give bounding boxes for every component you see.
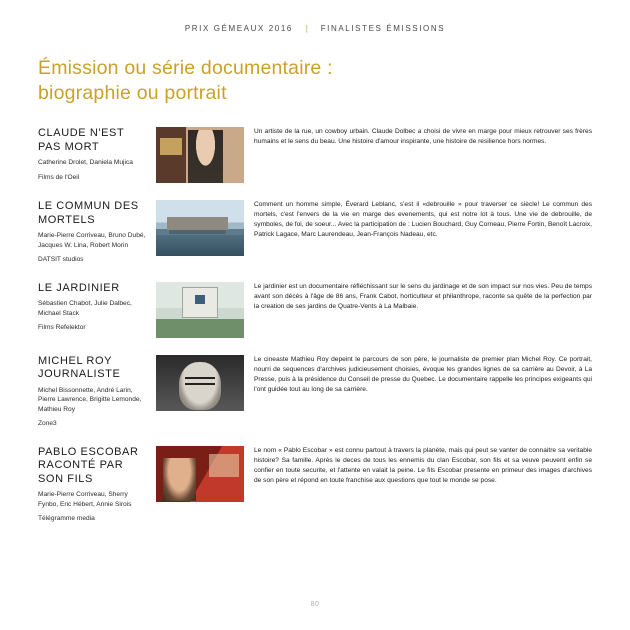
entry-people: Michel Bissonnette, André Larin, Pierre Lawrence, Brigitte Lemonde, Mathieu Roy	[38, 386, 142, 413]
entry-title: MICHEL ROY JOURNALISTE	[38, 354, 121, 380]
entry-title: LE COMMUN DES MORTELS	[38, 200, 139, 226]
entry-people: Marie-Pierre Corriveau, Bruno Dubé, Jacques W. Lina, Robert Morin	[38, 232, 146, 249]
entry-description: Le nom « Pablo Escobar » est connu partout à travers la planète, mais qui peut se vanter de connaitre sa veritable histoire? Sa famille. Après le deces de tous les ennemis du clan Escobar, son fils et sa veuve peuvent enfin se confier en toute securite, et l'attente en valait la peine. Le fils Escobar presente en primeur des images d'archives de son père et répond en toute franchise aux questions que tout le monde se pose.	[254, 446, 592, 484]
header-left-text: PRIX GÉMEAUX 2016	[184, 24, 293, 33]
page-content	[38, 0, 592, 630]
entry-title: CLAUDE N'EST PAS MORT	[38, 127, 125, 153]
thumbnail-image	[156, 200, 244, 256]
entry-people: Sébastien Chabot, Julie Dalbec, Michael Stack	[38, 300, 132, 317]
thumbnail-image	[156, 282, 244, 338]
entry-description: Un artiste de la rue, un cowboy urbain. Claude Dolbec a choisi de vivre en marge pour mieux retrouver ses frères humains et le sens du beau. Une histoire d'amour inspirante, une histoire de resilience hors normes.	[254, 128, 592, 145]
page-title-line2: biographie ou portrait	[38, 82, 227, 104]
entry-studio: Zone3	[38, 420, 57, 427]
entry-meta	[38, 200, 156, 265]
running-header	[38, 24, 592, 33]
entry-thumbnail-wrap	[156, 282, 244, 338]
list-item	[38, 282, 592, 338]
entry-meta	[38, 282, 156, 333]
entry-studio: Films de l'Oeil	[38, 173, 80, 181]
list-item	[38, 127, 592, 183]
entry-thumbnail-wrap	[156, 127, 244, 183]
entry-meta	[38, 446, 156, 524]
entry-thumbnail-wrap	[156, 200, 244, 256]
entry-people: Catherine Drolet, Daniela Mujica	[38, 159, 133, 166]
entry-description: Comment un homme simple, Éverard Leblanc, s'est il «debrouille » pour traverser ce siècle! Le commun des mortels, c'est l'envers de la vie en marge des evenements, qui est notre lot à tous. Une vie de debrouille, de symboles, de foi, de soeur... Avec la participation de : Lucien Bouchard, Guy Corneau, Pierre Fortin, Benoît Lacroix, Patrick Lagace, Marc Laurendeau, Jean-François Nadeau, etc.	[254, 201, 592, 238]
entry-studio: Télégramme media	[38, 515, 95, 522]
page-number: 80	[310, 601, 320, 608]
header-right-text: FINALISTES ÉMISSIONS	[320, 24, 446, 33]
entry-title: PABLO ESCOBAR RACONTÉ PAR SON FILS	[38, 445, 139, 485]
list-item	[38, 446, 592, 524]
page-title	[38, 56, 592, 106]
entry-thumbnail-wrap	[156, 355, 244, 411]
page-title-line1: Émission ou série documentaire :	[38, 57, 333, 79]
entry-studio: DATSIT studios	[38, 256, 84, 263]
thumbnail-image	[156, 127, 244, 183]
nominee-list	[38, 127, 592, 524]
entry-title: LE JARDINIER	[38, 281, 120, 294]
entry-meta	[38, 355, 156, 429]
entry-description: Le cineaste Mathieu Roy depeint le parcours de son père, le journaliste de premier plan Michel Roy. Ce portrait, nourri de sequences d'archives judicieusement choisies, évoque les grandes lignes de sa carrière au Devoir, à La Presse, puis à la présidence du Conseil de presse du Quebec. Le documentaire rappelle les principes exigeants qui l'ont guidée tout au long de sa carrière.	[254, 355, 592, 393]
list-item	[38, 355, 592, 429]
list-item	[38, 200, 592, 265]
entry-studio: Films Refelektor	[38, 324, 86, 331]
entry-thumbnail-wrap	[156, 446, 244, 502]
thumbnail-image	[156, 355, 244, 411]
entry-meta	[38, 127, 156, 182]
thumbnail-image	[156, 446, 244, 502]
entry-people: Marie-Pierre Corriveau, Sherry Fynbo, Eric Hébert, Annie Sirois	[38, 491, 132, 508]
entry-description: Le jardinier est un documentaire réfléchissant sur le sens du jardinage et de son impact sur nos vies. Peu de temps avant son décès à l'âge de 86 ans, Frank Cabot, horticulteur et philanthrope, raconte sa quête de la perfection par la creation de ses jardins de Quatre-Vents à La Malbaie.	[254, 282, 592, 310]
header-separator: |	[305, 24, 308, 33]
